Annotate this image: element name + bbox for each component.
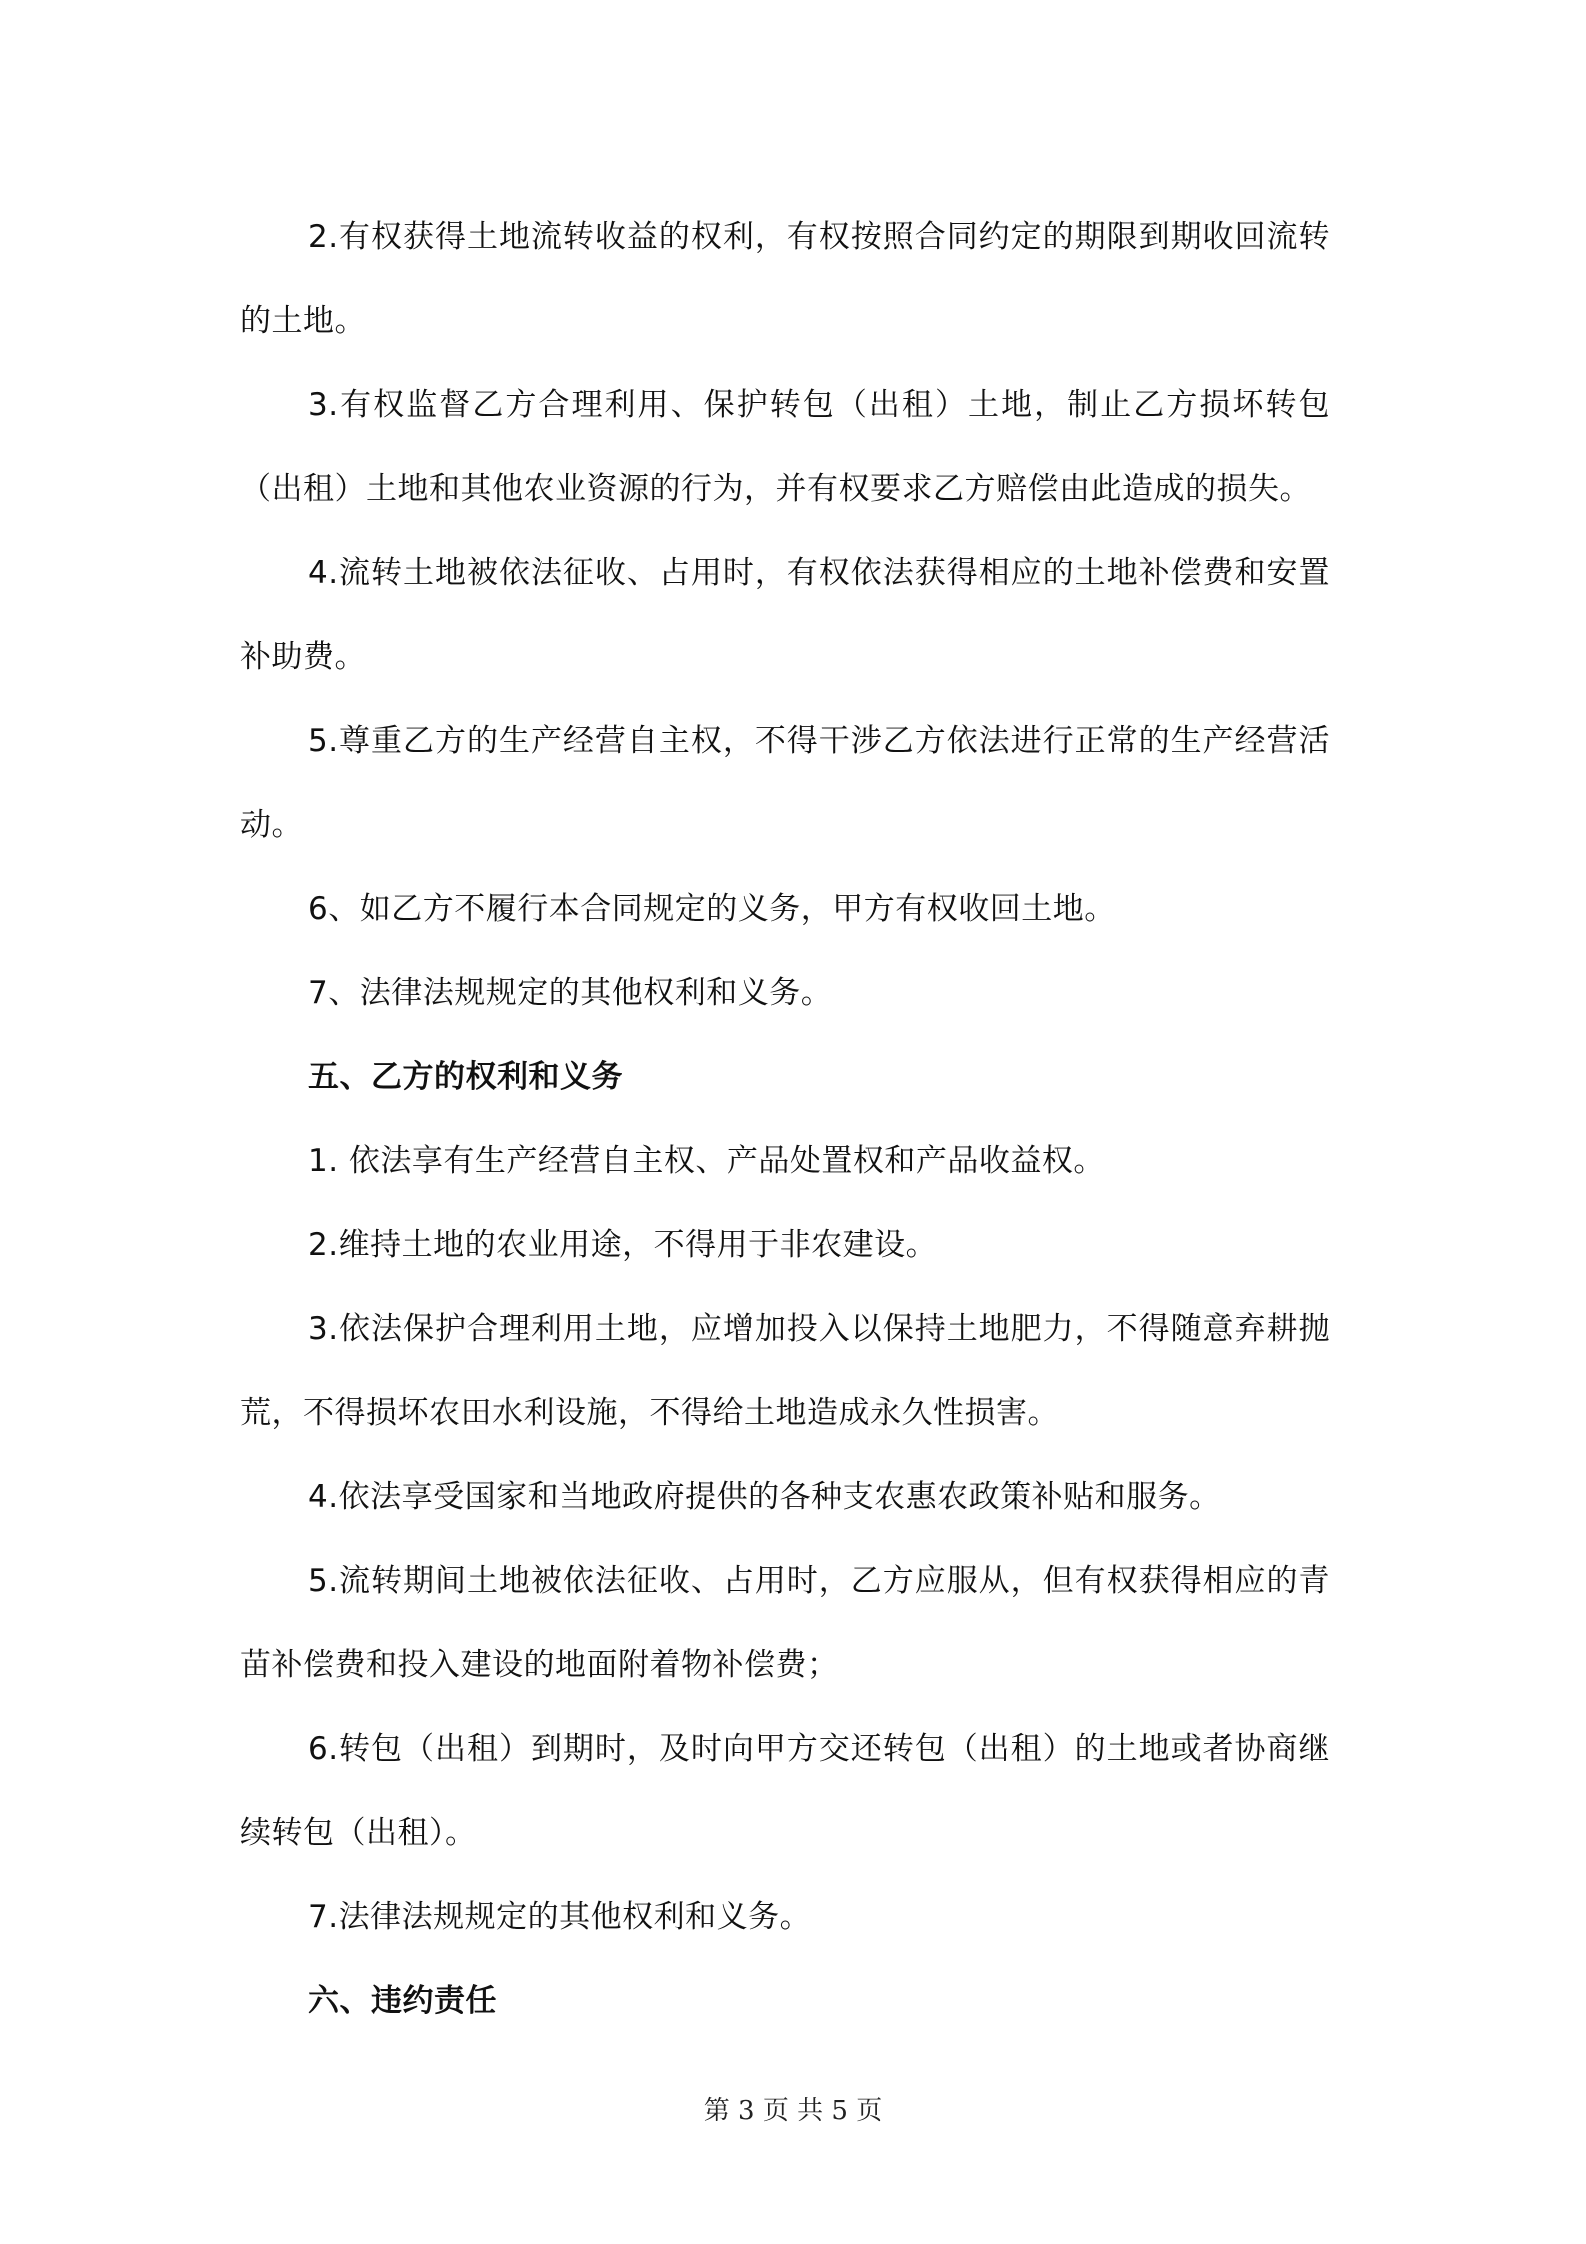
paragraph: 6.转包（出租）到期时，及时向甲方交还转包（出租）的土地或者协商继续转包（出租）。 <box>240 1731 1330 1851</box>
paragraph: 5.尊重乙方的生产经营自主权，不得干涉乙方依法进行正常的生产经营活动。 <box>240 723 1330 843</box>
paragraph: 4.依法享受国家和当地政府提供的各种支农惠农政策补贴和服务。 <box>308 1479 1221 1515</box>
paragraph: 2.维持土地的农业用途，不得用于非农建设。 <box>308 1227 938 1263</box>
paragraph: 2.有权获得土地流转收益的权利，有权按照合同约定的期限到期收回流转的土地。 <box>240 219 1330 339</box>
section-heading: 五、乙方的权利和义务 <box>308 1059 623 1095</box>
page-number-footer: 第 3 页 共 5 页 <box>703 2096 883 2126</box>
paragraph: 3.依法保护合理利用土地，应增加投入以保持土地肥力，不得随意弃耕抛荒，不得损坏农田水利设施，不得给土地造成永久性损害。 <box>240 1311 1330 1431</box>
document-body <box>240 195 1330 2043</box>
paragraph: 1. 依法享有生产经营自主权、产品处置权和产品收益权。 <box>308 1143 1105 1179</box>
paragraph: 7.法律法规规定的其他权利和义务。 <box>308 1899 812 1935</box>
paragraph: 3.有权监督乙方合理利用、保护转包（出租）土地，制止乙方损坏转包（出租）土地和其他农业资源的行为，并有权要求乙方赔偿由此造成的损失。 <box>240 387 1330 507</box>
paragraph: 5.流转期间土地被依法征收、占用时，乙方应服从，但有权获得相应的青苗补偿费和投入建设的地面附着物补偿费； <box>240 1563 1330 1683</box>
paragraph: 6、如乙方不履行本合同规定的义务，甲方有权收回土地。 <box>308 891 1116 927</box>
section-heading: 六、违约责任 <box>308 1983 497 2019</box>
paragraph: 7、法律法规规定的其他权利和义务。 <box>308 975 833 1011</box>
paragraph: 4.流转土地被依法征收、占用时，有权依法获得相应的土地补偿费和安置补助费。 <box>240 555 1330 675</box>
